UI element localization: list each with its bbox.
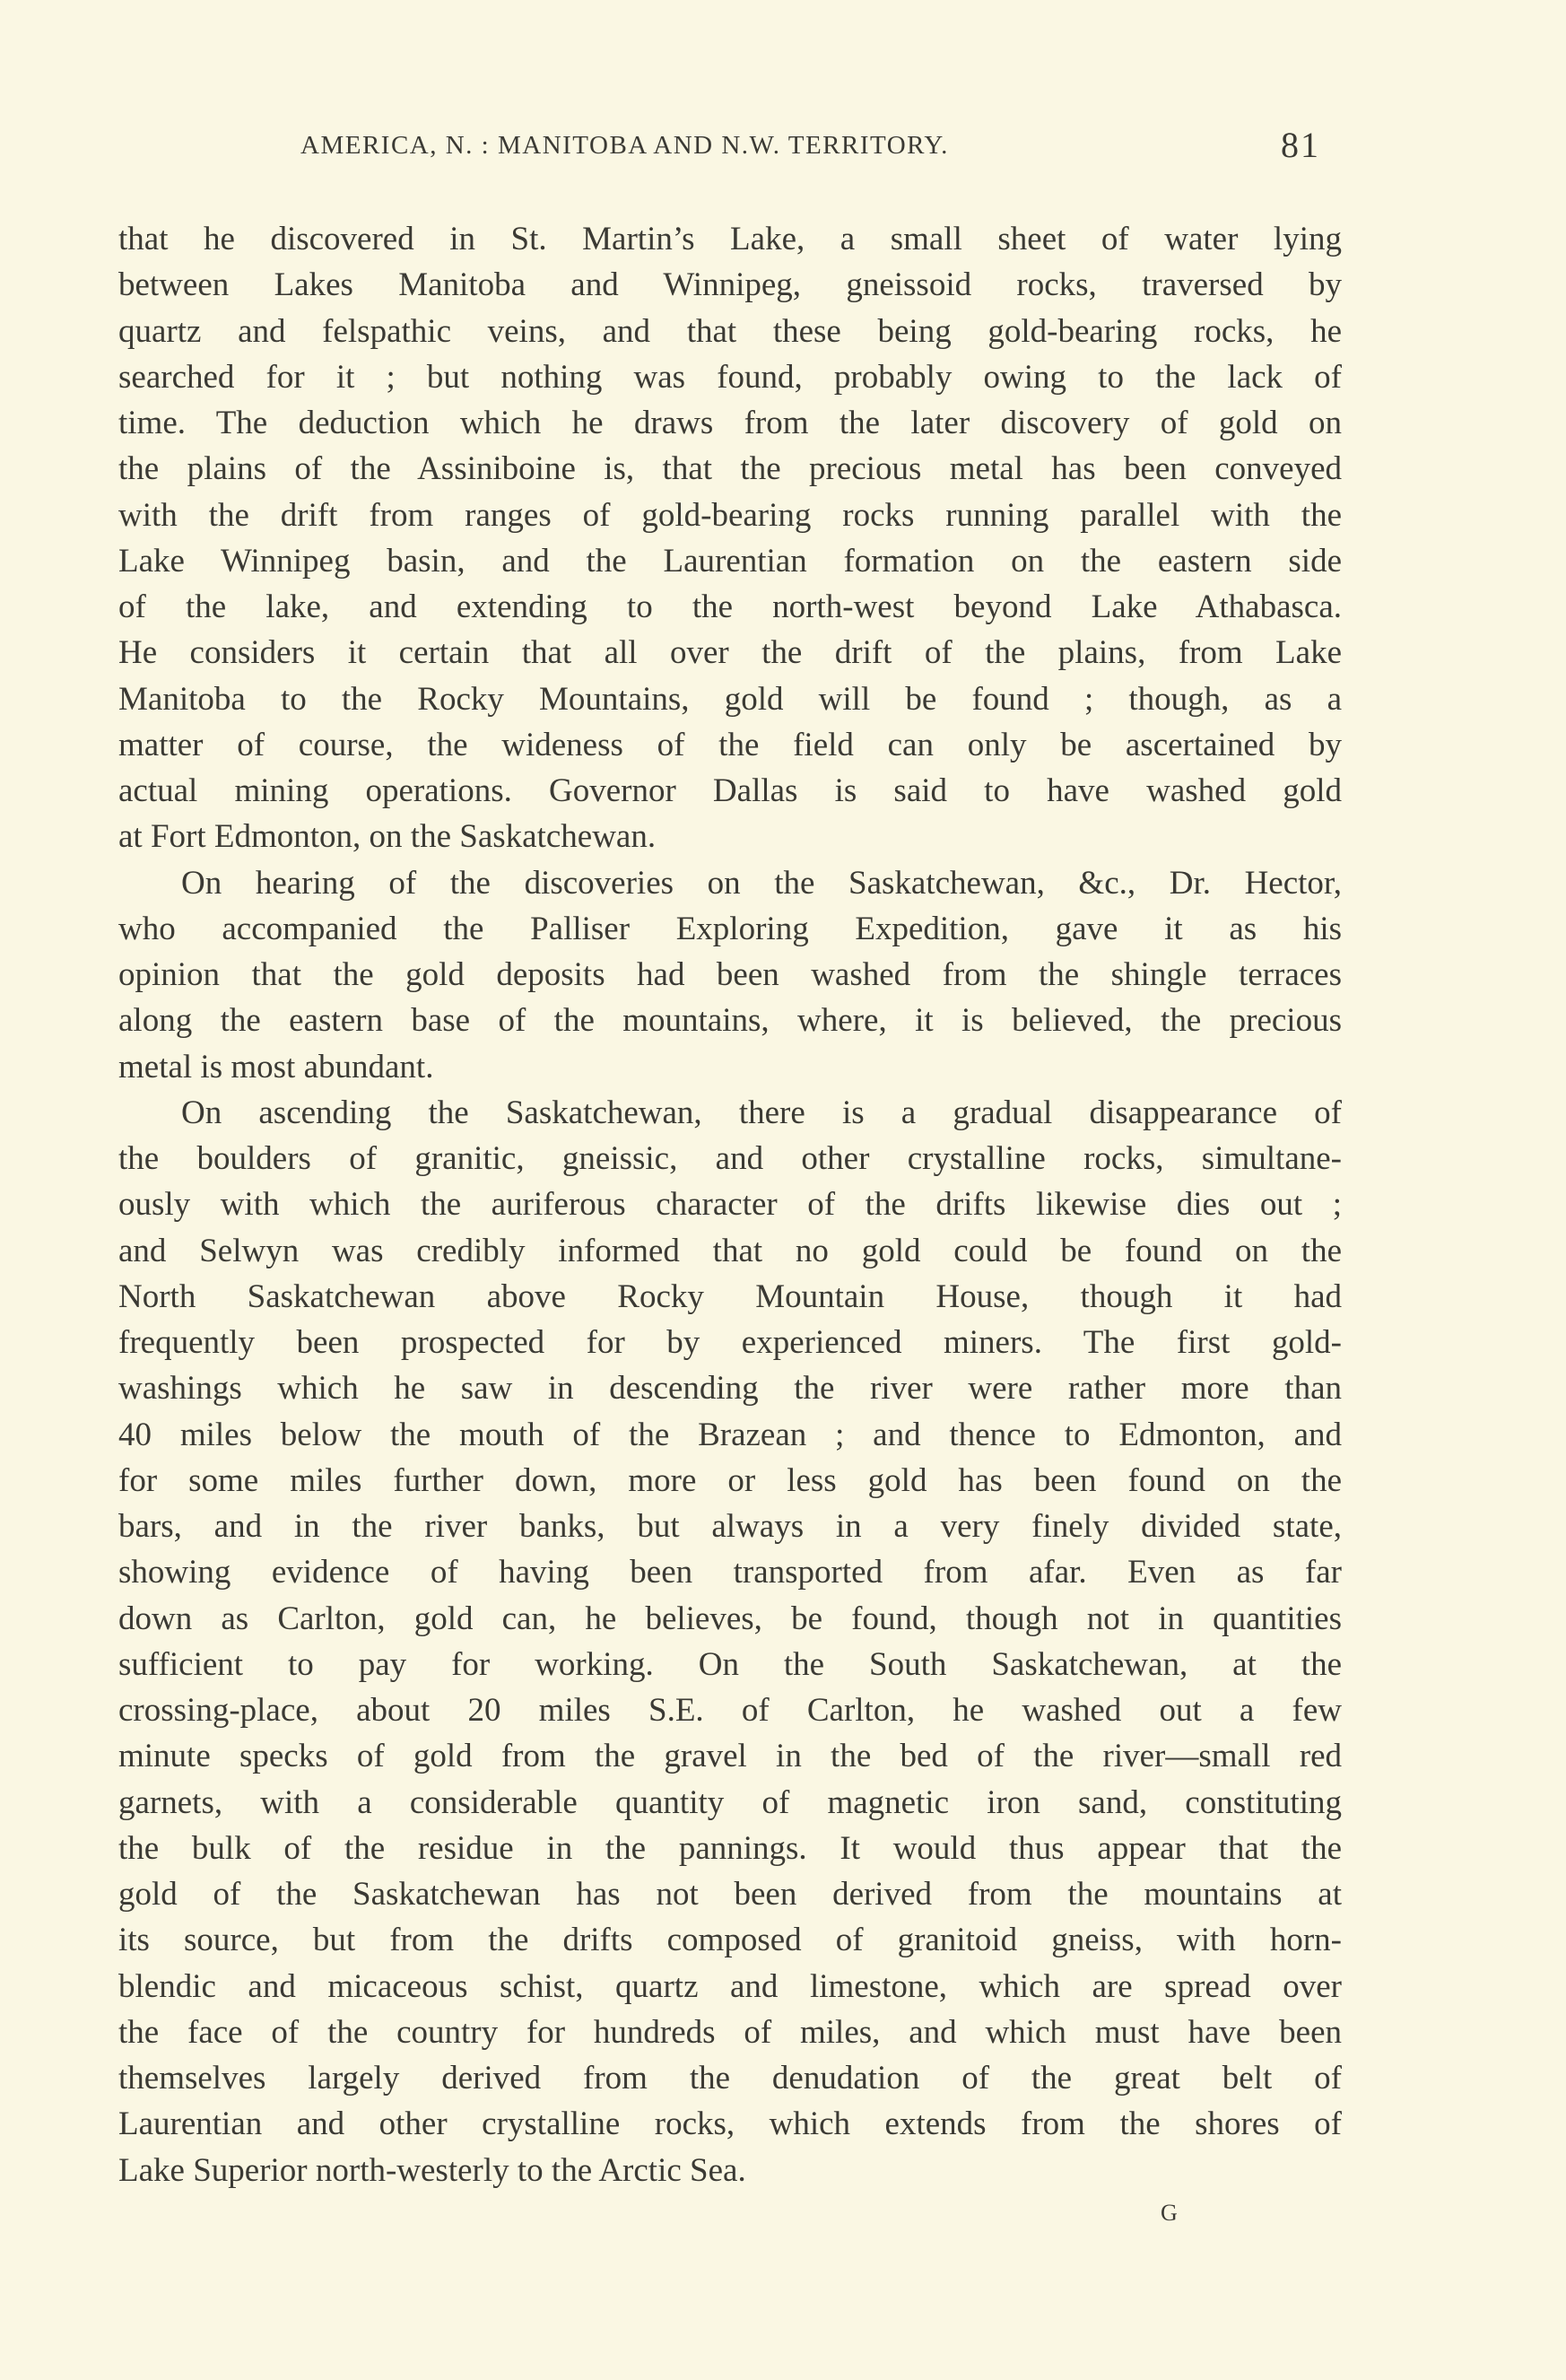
text-line: searched for it ; but nothing was found, probably owing to the lack of: [118, 358, 1342, 396]
text-line: the boulders of granitic, gneissic, and other crystalline rocks, simultane-: [118, 1140, 1342, 1177]
text-line: the bulk of the residue in the pannings. It would thus appear that the: [118, 1829, 1342, 1867]
text-line: of the lake, and extending to the north-west beyond Lake Athabasca.: [118, 588, 1342, 625]
text-line: at Fort Edmonton, on the Saskatchewan.: [118, 818, 657, 856]
text-line: between Lakes Manitoba and Winnipeg, gneissoid rocks, traversed by: [118, 266, 1342, 304]
text-line: the plains of the Assiniboine is, that the precious metal has been conveyed: [118, 450, 1342, 488]
text-line: that he discovered in St. Martin’s Lake, a small sheet of water lying: [118, 221, 1342, 257]
text-line: themselves largely derived from the denudation of the great belt of: [118, 2060, 1342, 2097]
text-line: Laurentian and other crystalline rocks, which extends from the shores of: [118, 2105, 1342, 2143]
text-line: its source, but from the drifts composed of granitoid gneiss, with horn-: [118, 1922, 1342, 1959]
text-line: North Saskatchewan above Rocky Mountain House, though it had: [118, 1277, 1342, 1315]
text-line: 40 miles below the mouth of the Brazean ; and thence to Edmonton, and: [118, 1416, 1342, 1453]
page-number: 81: [1281, 125, 1320, 165]
text-line: and Selwyn was credibly informed that no gold could be found on the: [118, 1232, 1342, 1269]
text-line: quartz and felspathic veins, and that these being gold-bearing rocks, he: [118, 312, 1342, 350]
text-line: frequently been prospected for by experienced miners. The first gold-: [118, 1324, 1342, 1361]
text-line: Lake Winnipeg basin, and the Laurentian formation on the eastern side: [118, 542, 1342, 580]
text-line: ously with which the auriferous character of the drifts likewise dies out ;: [118, 1186, 1342, 1224]
text-line: showing evidence of having been transported from afar. Even as far: [118, 1554, 1342, 1591]
body-text: [118, 216, 1342, 2193]
text-line: metal is most abundant.: [118, 1048, 434, 1085]
text-line: bars, and in the river banks, but always in a very finely divided state,: [118, 1508, 1342, 1545]
paragraph: [118, 1090, 1342, 2193]
text-line: He considers it certain that all over the drift of the plains, from Lake: [118, 634, 1342, 672]
text-line: washings which he saw in descending the river were rather more than: [118, 1370, 1342, 1408]
text-line: On hearing of the discoveries on the Saskatchewan, &c., Dr. Hector,: [181, 864, 1342, 902]
text-line: with the drift from ranges of gold-bearing rocks running parallel with the: [118, 496, 1342, 534]
text-line: Manitoba to the Rocky Mountains, gold will be found ; though, as a: [118, 680, 1342, 718]
text-line: blendic and micaceous schist, quartz and limestone, which are spread over: [118, 1967, 1342, 2005]
text-line: Lake Superior north-westerly to the Arctic Sea.: [118, 2151, 746, 2189]
text-line: crossing-place, about 20 miles S.E. of Carlton, he washed out a few: [118, 1692, 1342, 1729]
text-line: gold of the Saskatchewan has not been derived from the mountains at: [118, 1876, 1342, 1913]
text-line: garnets, with a considerable quantity of magnetic iron sand, constituting: [118, 1783, 1342, 1821]
running-head: AMERICA, N. : MANITOBA AND N.W. TERRITORY.: [300, 131, 949, 160]
text-line: down as Carlton, gold can, he believes, be found, though not in quantities: [118, 1600, 1342, 1637]
text-line: matter of course, the wideness of the field can only be ascertained by: [118, 726, 1342, 763]
text-line: for some miles further down, more or less gold has been found on the: [118, 1461, 1342, 1499]
text-line: minute specks of gold from the gravel in the bed of the river—small red: [118, 1738, 1342, 1775]
text-line: who accompanied the Palliser Exploring Expedition, gave it as his: [118, 910, 1342, 947]
paragraph: [118, 216, 1342, 860]
text-line: opinion that the gold deposits had been washed from the shingle terraces: [118, 956, 1342, 993]
paragraph: [118, 860, 1342, 1090]
text-line: the face of the country for hundreds of miles, and which must have been: [118, 2013, 1342, 2051]
text-line: along the eastern base of the mountains, where, it is believed, the precious: [118, 1002, 1342, 1040]
text-line: time. The deduction which he draws from the later discovery of gold on: [118, 405, 1342, 441]
text-line: sufficient to pay for working. On the South Saskatchewan, at the: [118, 1645, 1342, 1683]
text-line: actual mining operations. Governor Dallas is said to have washed gold: [118, 772, 1342, 809]
signature-mark: G: [1161, 2200, 1178, 2226]
text-line: On ascending the Saskatchewan, there is a gradual disappearance of: [181, 1094, 1342, 1131]
